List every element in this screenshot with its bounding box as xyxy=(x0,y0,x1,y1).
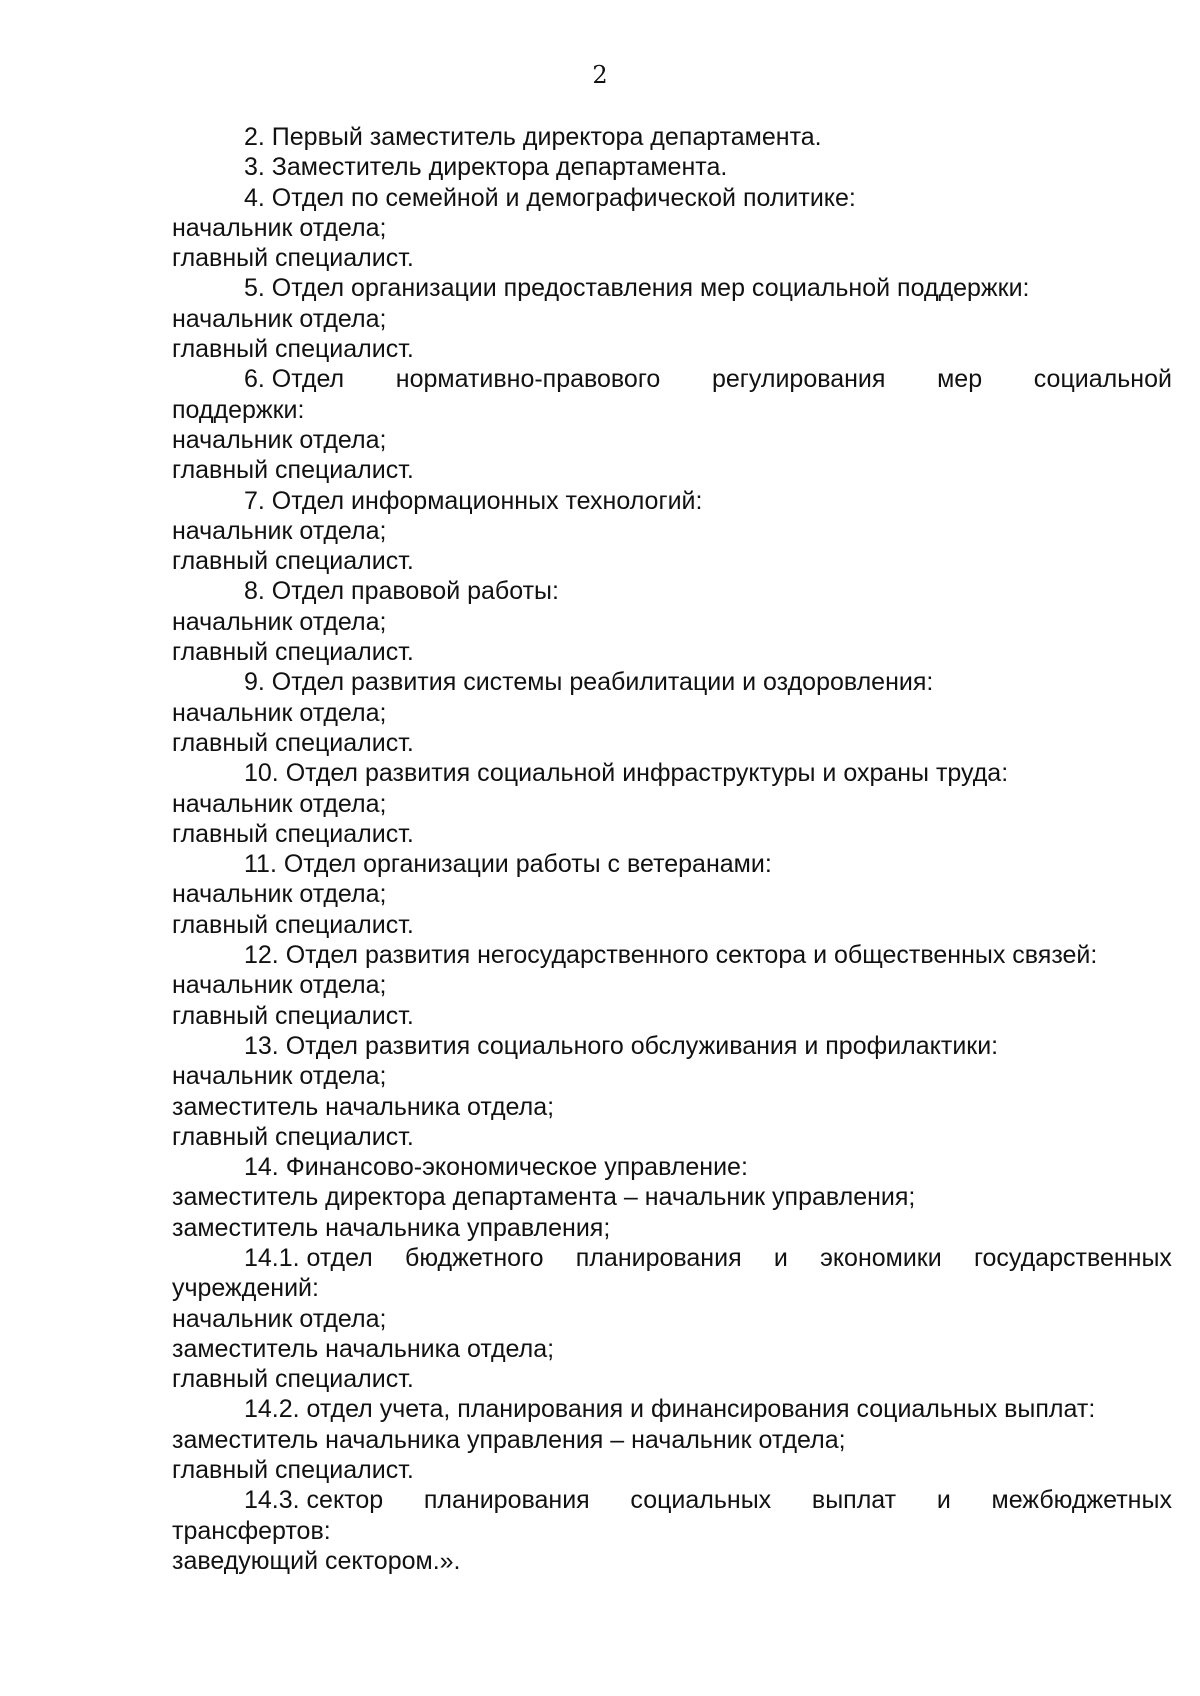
position-line: заведующий сектором.». xyxy=(172,1546,461,1575)
item-8-heading: 8. Отдел правовой работы: xyxy=(244,577,559,606)
item-14-3-heading xyxy=(172,1485,1172,1515)
item-6-heading xyxy=(172,364,1172,394)
item-6-word: нормативно-правового xyxy=(395,365,661,394)
position-line: заместитель начальника управления; xyxy=(172,1213,611,1242)
position-line: заместитель директора департамента – начальник управления; xyxy=(172,1183,916,1212)
item-14-1-word: 14.1. отдел xyxy=(244,1243,373,1272)
page-number: 2 xyxy=(592,61,608,89)
item-14-3-word: межбюджетных xyxy=(991,1486,1172,1515)
item-2: 2. Первый заместитель директора департамента. xyxy=(244,123,822,151)
item-3: 3. Заместитель директора департамента. xyxy=(244,153,728,182)
position-line: начальник отдела; xyxy=(172,516,387,545)
item-14-3-word: выплат xyxy=(811,1486,897,1515)
item-14-3-word: социальных xyxy=(630,1486,772,1515)
item-4-heading: 4. Отдел по семейной и демографической политике: xyxy=(244,183,856,212)
position-line: главный специалист. xyxy=(172,910,414,939)
position-line: главный специалист. xyxy=(172,335,414,364)
position-line: главный специалист. xyxy=(172,819,414,848)
item-6-word: регулирования xyxy=(711,365,886,394)
position-line: главный специалист. xyxy=(172,638,414,667)
position-line: главный специалист. xyxy=(172,244,414,273)
item-14-1-heading xyxy=(172,1243,1172,1273)
position-line: главный специалист. xyxy=(172,547,414,576)
position-line: заместитель начальника отдела; xyxy=(172,1092,555,1121)
position-line: начальник отдела; xyxy=(172,789,387,818)
item-14-1-word: бюджетного xyxy=(405,1243,544,1272)
item-14-1-word: государственных xyxy=(973,1243,1172,1272)
item-14-3-word: планирования xyxy=(423,1486,590,1515)
item-14-3-heading-continued: трансфертов: xyxy=(172,1516,331,1545)
item-14-3-word: и xyxy=(936,1486,951,1515)
position-line: начальник отдела; xyxy=(172,1062,387,1091)
item-13-heading: 13. Отдел развития социального обслуживания и профилактики: xyxy=(244,1031,999,1060)
position-line: главный специалист. xyxy=(172,1456,414,1485)
item-14-1-word: и xyxy=(773,1243,788,1272)
item-7-heading: 7. Отдел информационных технологий: xyxy=(244,486,703,515)
item-6-word: 6. Отдел xyxy=(244,365,345,394)
item-14-1-heading-continued: учреждений: xyxy=(172,1274,319,1303)
item-10-heading: 10. Отдел развития социальной инфраструктуры и охраны труда: xyxy=(244,759,1009,788)
position-line: начальник отдела; xyxy=(172,607,387,636)
position-line: начальник отдела; xyxy=(172,1304,387,1333)
position-line: заместитель начальника управления – начальник отдела; xyxy=(172,1425,846,1454)
item-11-heading: 11. Отдел организации работы с ветеранами: xyxy=(244,850,772,879)
position-line: начальник отдела; xyxy=(172,213,387,242)
position-line: начальник отдела; xyxy=(172,425,387,454)
position-line: заместитель начальника отдела; xyxy=(172,1334,555,1363)
item-14-1-word: планирования xyxy=(575,1243,742,1272)
item-14-2-heading: 14.2. отдел учета, планирования и финансирования социальных выплат: xyxy=(244,1395,1096,1424)
item-5-heading: 5. Отдел организации предоставления мер социальной поддержки: xyxy=(244,274,1030,303)
item-14-heading: 14. Финансово-экономическое управление: xyxy=(244,1153,748,1182)
position-line: главный специалист. xyxy=(172,1001,414,1030)
item-14-1-word: экономики xyxy=(820,1243,942,1272)
item-6-word: социальной xyxy=(1033,365,1172,394)
position-line: главный специалист. xyxy=(172,456,414,485)
position-line: главный специалист. xyxy=(172,1365,414,1394)
document-body xyxy=(172,122,1172,1576)
item-12-heading: 12. Отдел развития негосударственного сектора и общественных связей: xyxy=(244,941,1098,970)
position-line: главный специалист. xyxy=(172,1122,414,1151)
position-line: главный специалист. xyxy=(172,728,414,757)
item-6-word: мер xyxy=(937,365,983,394)
position-line: начальник отдела; xyxy=(172,971,387,1000)
position-line: начальник отдела; xyxy=(172,698,387,727)
item-14-3-word: 14.3. сектор xyxy=(244,1486,384,1515)
position-line: начальник отдела; xyxy=(172,304,387,333)
position-line: начальник отдела; xyxy=(172,880,387,909)
item-6-heading-continued: поддержки: xyxy=(172,395,305,424)
item-9-heading: 9. Отдел развития системы реабилитации и оздоровления: xyxy=(244,668,934,697)
